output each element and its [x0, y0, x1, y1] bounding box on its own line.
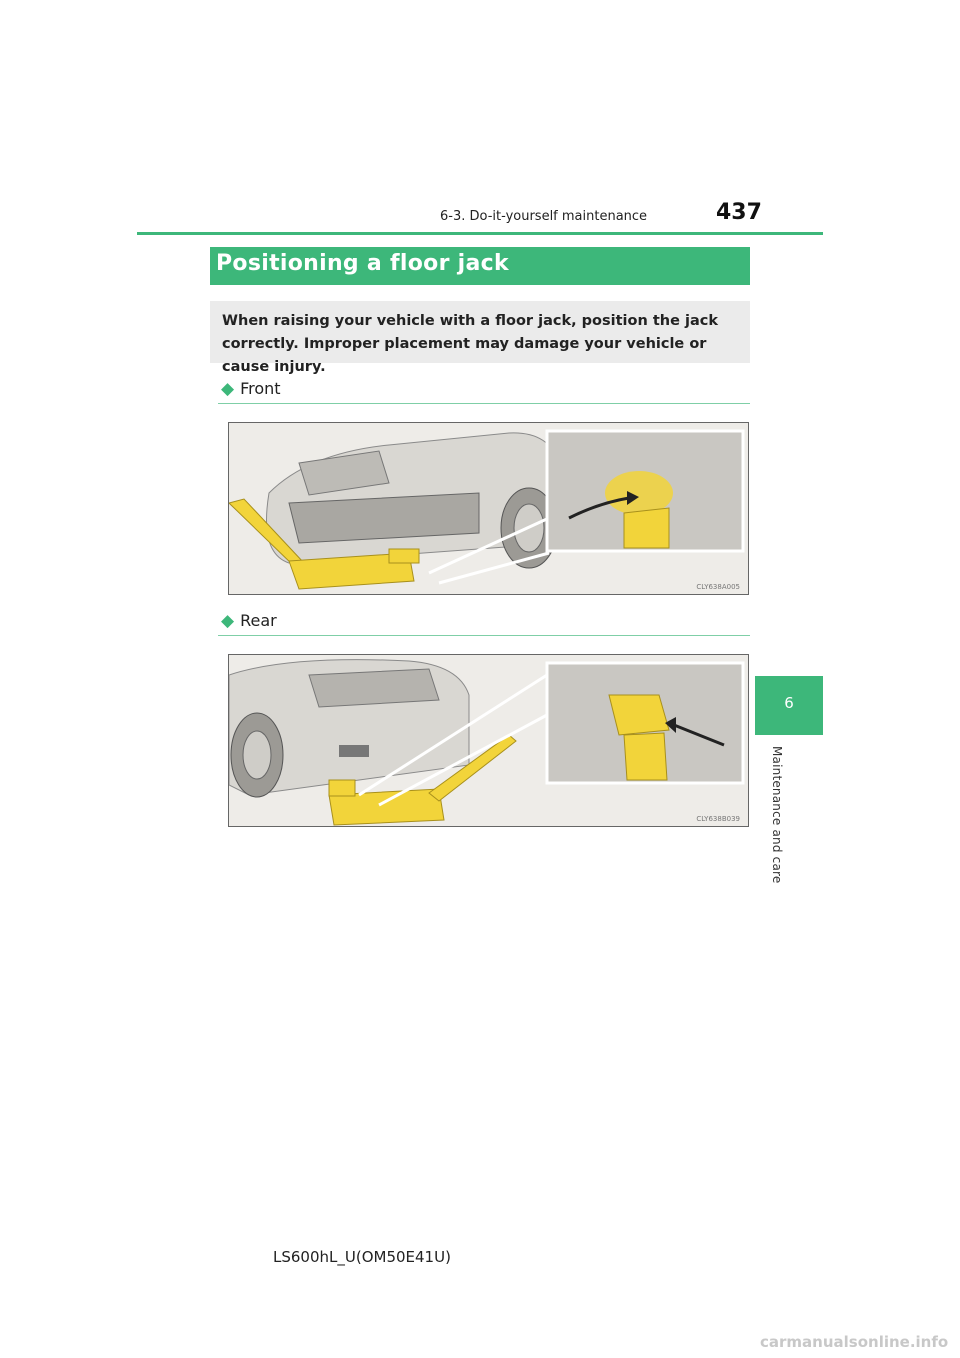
front-jack-illustration	[229, 423, 748, 594]
subheading-front	[221, 379, 281, 399]
diamond-icon: ◆	[221, 379, 235, 399]
rear-figure	[228, 654, 749, 827]
front-figure	[228, 422, 749, 595]
header-section: 6-3. Do-it-yourself maintenance	[440, 209, 648, 224]
rear-figure-code: CLY638B039	[696, 815, 740, 823]
subheading-front-label: Front	[240, 379, 281, 398]
subheading-front-rule	[218, 403, 750, 404]
page-title: Positioning a floor jack	[216, 251, 509, 276]
footer-model: LS600hL_U(OM50E41U)	[273, 1248, 451, 1266]
subheading-rear	[221, 611, 277, 631]
intro-box: When raising your vehicle with a floor jack, position the jack correctly. Improper placement may damage your vehicle or cause injury.	[210, 301, 750, 363]
subheading-rear-rule	[218, 635, 750, 636]
header-rule	[137, 232, 823, 235]
rear-jack-illustration	[229, 655, 748, 826]
watermark: carmanualsonline.info	[760, 1333, 949, 1351]
title-bar	[210, 247, 750, 285]
chapter-number: 6	[784, 694, 794, 712]
diamond-icon: ◆	[221, 611, 235, 631]
chapter-tab	[755, 676, 823, 735]
subheading-rear-label: Rear	[240, 611, 277, 630]
front-figure-code: CLY638A005	[696, 583, 740, 591]
page-number: 437	[716, 200, 762, 225]
chapter-label: Maintenance and care	[770, 746, 784, 884]
